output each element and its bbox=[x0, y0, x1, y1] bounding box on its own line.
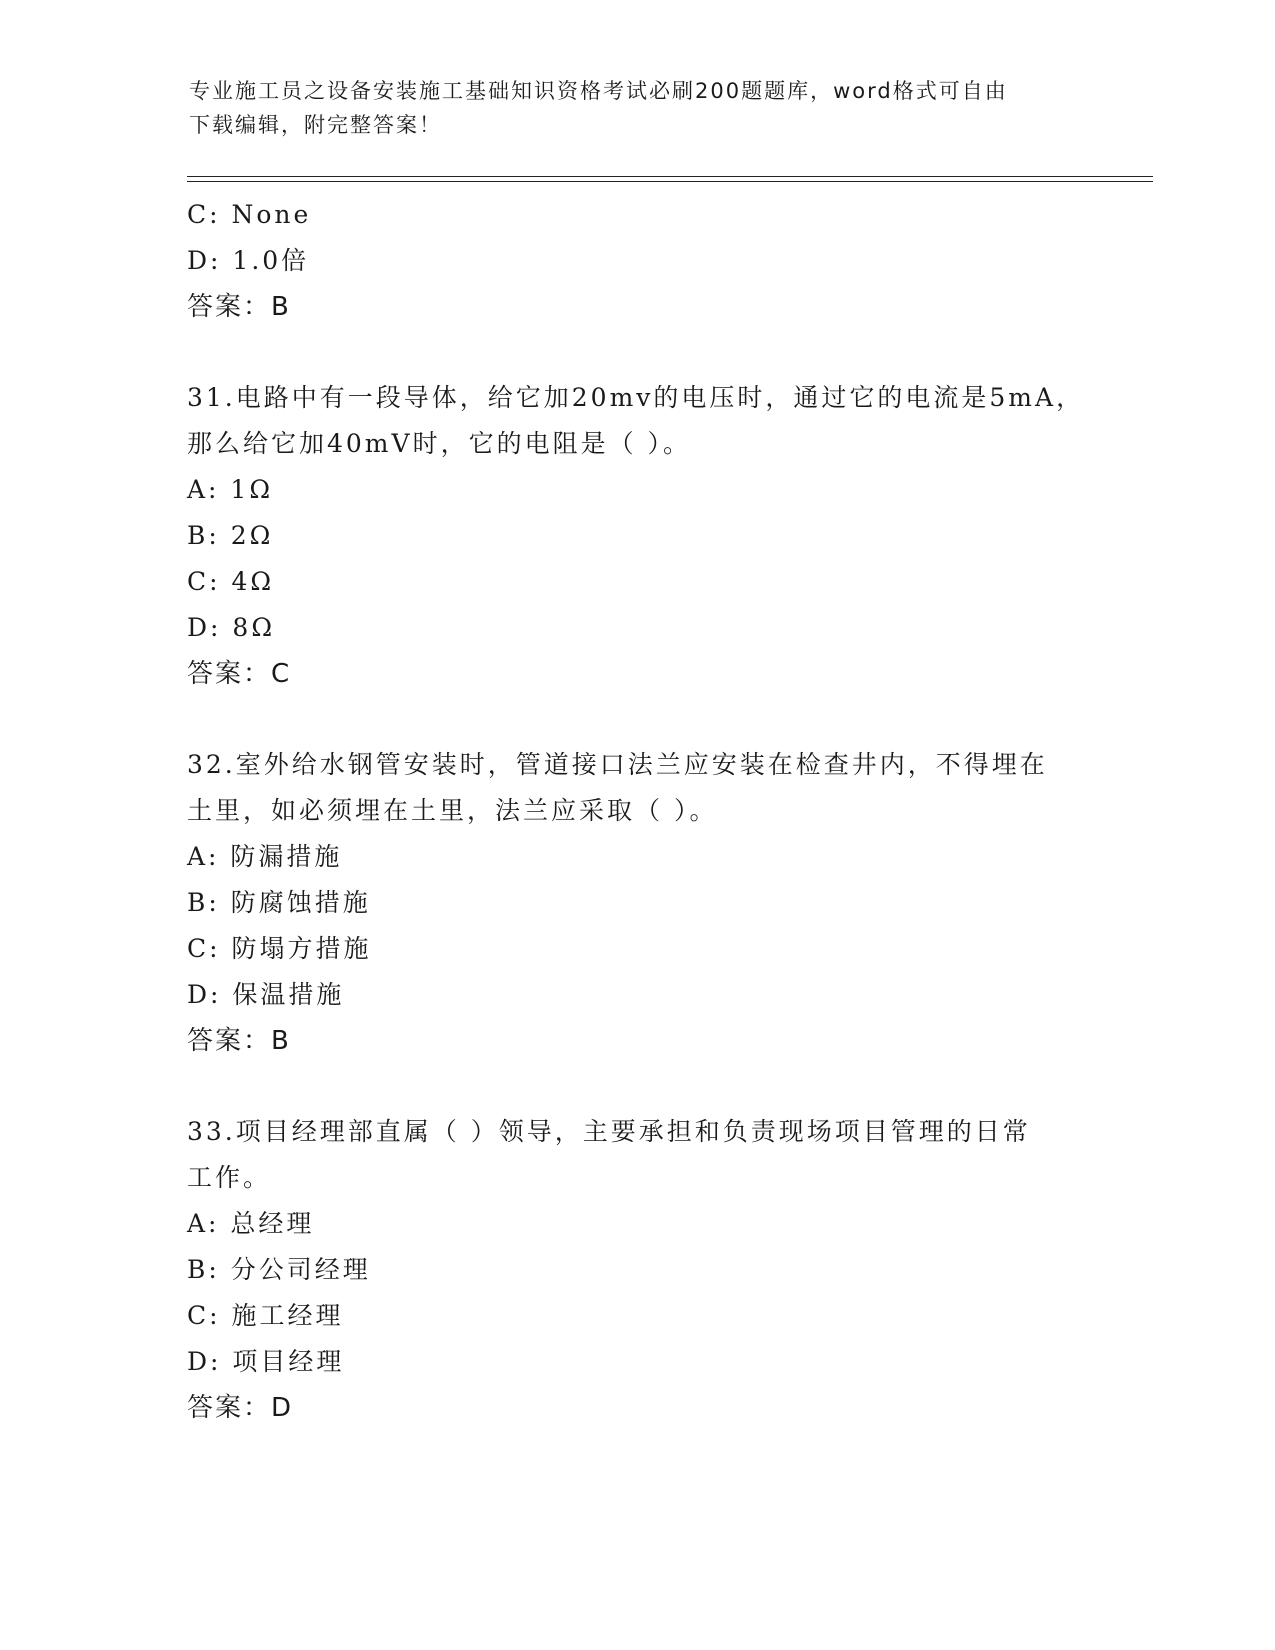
option-c: C: None bbox=[187, 200, 312, 229]
question-list bbox=[187, 192, 1087, 1431]
answer-label: 答案：B bbox=[187, 292, 291, 322]
answer-label: 答案：C bbox=[187, 659, 292, 689]
question-text-line-1: 32.室外给水钢管安装时，管道接口法兰应安装在检查井内，不得埋在 bbox=[187, 750, 1048, 779]
document-header bbox=[189, 74, 1089, 142]
question-text-line-1: 33.项目经理部直属（ ）领导，主要承担和负责现场项目管理的日常 bbox=[187, 1117, 1031, 1146]
option-b: B: 分公司经理 bbox=[187, 1255, 371, 1284]
question-text-line-1: 31.电路中有一段导体，给它加20mv的电压时，通过它的电流是5mA， bbox=[187, 383, 1085, 412]
header-divider-top bbox=[187, 176, 1153, 177]
option-c: C: 施工经理 bbox=[187, 1301, 344, 1330]
option-d: D: 项目经理 bbox=[187, 1347, 345, 1376]
question-30-tail bbox=[187, 192, 1087, 330]
option-b: B: 防腐蚀措施 bbox=[187, 888, 371, 917]
option-c: C: 4Ω bbox=[187, 567, 275, 596]
option-d: D: 1.0倍 bbox=[187, 246, 310, 275]
option-a: A: 防漏措施 bbox=[187, 842, 343, 871]
answer-label: 答案：D bbox=[187, 1393, 294, 1423]
header-title-line-2: 下载编辑，附完整答案！ bbox=[189, 113, 442, 137]
question-text-line-2: 土里，如必须埋在土里，法兰应采取（ ）。 bbox=[187, 796, 718, 825]
question-text-line-2: 那么给它加40mV时，它的电阻是（ ）。 bbox=[187, 429, 692, 458]
question-32 bbox=[187, 742, 1087, 1064]
question-31 bbox=[187, 375, 1087, 697]
option-a: A: 总经理 bbox=[187, 1209, 315, 1238]
option-d: D: 保温措施 bbox=[187, 980, 345, 1009]
option-a: A: 1Ω bbox=[187, 475, 274, 504]
option-d: D: 8Ω bbox=[187, 613, 276, 642]
question-33 bbox=[187, 1109, 1087, 1431]
header-title-line-1: 专业施工员之设备安装施工基础知识资格考试必刷200题题库，word格式可自由 bbox=[189, 79, 1008, 103]
option-b: B: 2Ω bbox=[187, 521, 274, 550]
answer-label: 答案：B bbox=[187, 1026, 291, 1056]
question-text-line-2: 工作。 bbox=[187, 1163, 272, 1192]
header-divider-bottom bbox=[187, 181, 1153, 182]
option-c: C: 防塌方措施 bbox=[187, 934, 372, 963]
